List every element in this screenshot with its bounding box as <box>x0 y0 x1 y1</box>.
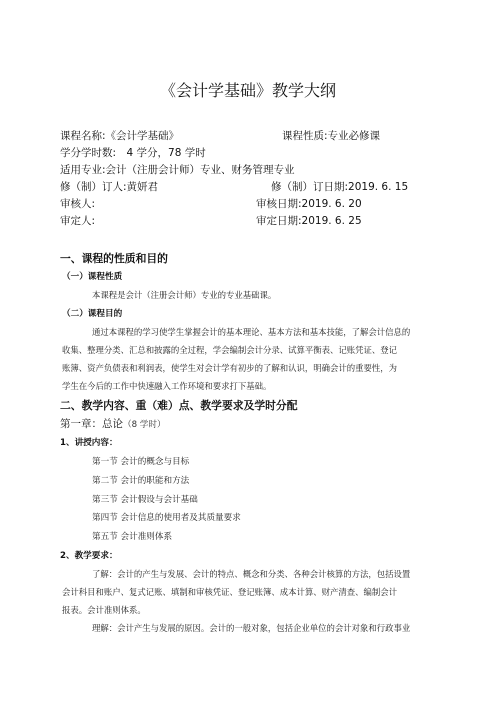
lecture-heading: 1、讲授内容： <box>60 438 118 448</box>
requirements-heading: 2、教学要求： <box>60 551 118 561</box>
purpose-line: 账簿、资产负债表和利润表，使学生对会计学有初步的了解和认识，明确会计的重要性，为 <box>62 363 397 373</box>
section-heading-nature: 一、课程的性质和目的 <box>60 252 168 265</box>
applicable-majors: 适用专业:会计（注册会计师）专业、财务管理专业 <box>60 164 295 176</box>
purpose-line: 收集、整理分类、汇总和披露的全过程，学会编制会计分录、试算平衡表、记账凭证、登记 <box>62 345 397 355</box>
lecture-item: 第四节 会计信息的使用者及其质量要求 <box>92 513 241 523</box>
section-heading-content: 二、教学内容、重（难）点、教学要求及学时分配 <box>60 399 298 412</box>
purpose-line: 通过本课程的学习使学生掌握会计的基本理论、基本方法和基本技能，了解会计信息的 <box>92 327 411 337</box>
requirements-line: 会计科目和账户、复式记账、填制和审核凭证、登记账簿、成本计算、财产清查、编制会计 <box>62 587 397 597</box>
review-date: 审核日期:2019. 6. 20 <box>256 198 362 210</box>
requirements-line: 报表。会计准则体系。 <box>62 605 146 615</box>
requirements-line: 了解：会计的产生与发展、会计的特点、概念和分类、各种会计核算的方法，包括设置 <box>92 569 411 579</box>
lecture-item: 第五节 会计准则体系 <box>92 532 173 542</box>
chapter-title <box>60 416 166 431</box>
lecture-item: 第一节 会计的概念与目标 <box>92 457 190 467</box>
chapter-name: 第一章：总论 <box>60 418 123 430</box>
approver: 审定人: <box>60 215 96 227</box>
requirements-line: 理解：会计产生与发展的原因。会计的一般对象，包括企业单位的会计对象和行政事业 <box>92 623 411 633</box>
lecture-item: 第二节 会计的职能和方法 <box>92 476 190 486</box>
lecture-item: 第三节 会计假设与会计基础 <box>92 495 198 505</box>
revise-date: 修（制）订日期:2019. 6. 15 <box>271 181 409 193</box>
approve-date: 审定日期:2019. 6. 25 <box>256 215 362 227</box>
reviewer: 审核人: <box>60 198 96 210</box>
course-name: 课程名称:《会计学基础》 <box>60 130 180 142</box>
purpose-line: 学生在今后的工作中快速融入工作环境和要求打下基础。 <box>62 381 272 391</box>
author: 修（制）订人:黄妍君 <box>60 181 159 193</box>
subheading-course-purpose: （二）课程目的 <box>62 309 123 319</box>
course-nature-text: 本课程是会计（注册会计师）专业的专业基础课。 <box>92 290 277 300</box>
subheading-course-nature: （一）课程性质 <box>62 272 123 282</box>
chapter-hours: （8 学时） <box>123 420 166 430</box>
credits-hours: 学分学时数: 4 学分，78 学时 <box>60 147 206 159</box>
course-nature: 课程性质:专业必修课 <box>282 130 381 142</box>
page-title: 《会计学基础》教学大纲 <box>159 81 336 100</box>
